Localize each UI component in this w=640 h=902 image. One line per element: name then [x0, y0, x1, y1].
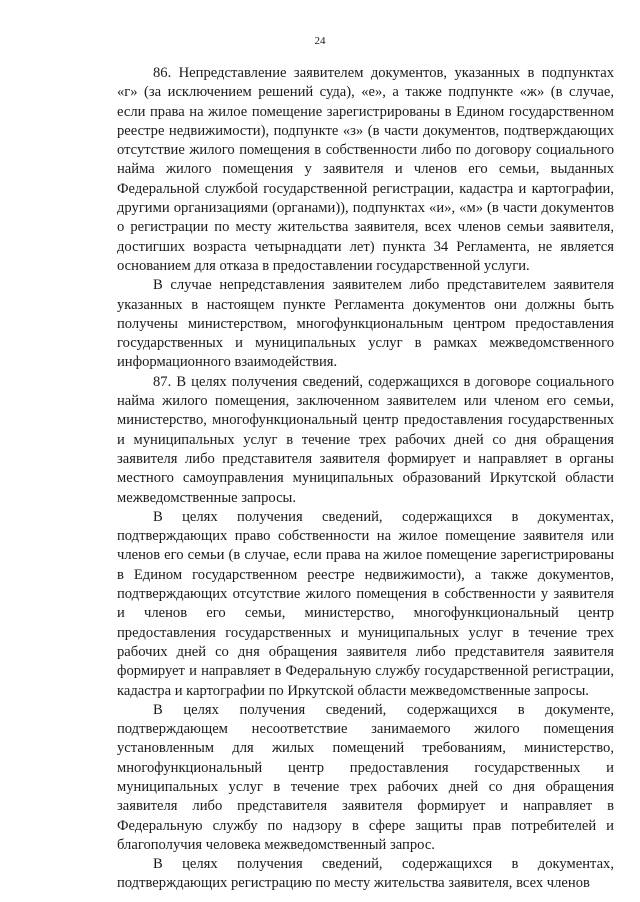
paragraph-87-registration: В целях получения сведений, содержащихся в документах, подтверждающих регистрацию по месту жительства заявителя, всех членов [117, 856, 614, 892]
document-body [117, 64, 614, 894]
page-number: 24 [314, 35, 326, 47]
paragraph-86: 86. Непредставление заявителем документов, указанных в подпунктах «г» (за исключением решений суда), «е», а также подпункте «ж» (в случае, если права на жилое помещение зарегистрированы в Едином государственном реестре недвижимости), подпункте «з» (в части документов, подтверждающих отсутствие жилого помещения в собственности либо по договору социального найма жилого помещения у заявителя и членов его семьи, выданных Федеральной службой государственной регистрации, кадастра и картографии, другими организациями (органами)), подпунктах «и», «м» (в части документов о регистрации по месту жительства заявителя, всех членов семьи заявителя, достигших возраста четырнадцати лет) пункта 34 Регламента, не является основанием для отказа в предоставлении государственной услуги. [117, 65, 614, 274]
paragraph-87-housing-requirements: В целях получения сведений, содержащихся в документе, подтверждающем несоответствие занимаемого жилого помещения установленным для жилых помещений требованиям, министерство, многофункциональный центр предоставления государственных и муниципальных услуг в течение трех рабочих дней со дня обращения заявителя либо представителя заявителя формирует и направляет в Федеральную службу по надзору в сфере защиты прав потребителей и благополучия человека межведомственный запрос. [117, 701, 614, 853]
paragraph-87: 87. В целях получения сведений, содержащихся в договоре социального найма жилого помещения, заключенном заявителем или членом его семьи, министерство, многофункциональный центр предоставления государственных и муниципальных услуг в течение трех рабочих дней со дня обращения заявителя либо представителя заявителя формирует и направляет в органы местного самоуправления муниципальных образований Иркутской области межведомственные запросы. [117, 373, 614, 506]
paragraph-87-ownership: В целях получения сведений, содержащихся в документах, подтверждающих право собственности на жилое помещение заявителя или членов его семьи (в случае, если права на жилое помещение зарегистрированы в Едином государственном реестре недвижимости), а также документов, подтверждающих отсутствие жилого помещения в собственности у заявителя и членов его семьи, министерство, многофункциональный центр предоставления государственных и муниципальных услуг в течение трех рабочих дней со дня обращения заявителя либо представителя заявителя формирует и направляет в Федеральную службу государственной регистрации, кадастра и картографии по Иркутской области межведомственные запросы. [117, 508, 614, 699]
paragraph-86-continuation: В случае непредставления заявителем либо представителем заявителя указанных в настоящем пункте Регламента документов они должны быть получены министерством, многофункциональным центром предоставления государственных и муниципальных услуг в рамках межведомственного информационного взаимодействия. [117, 277, 614, 371]
